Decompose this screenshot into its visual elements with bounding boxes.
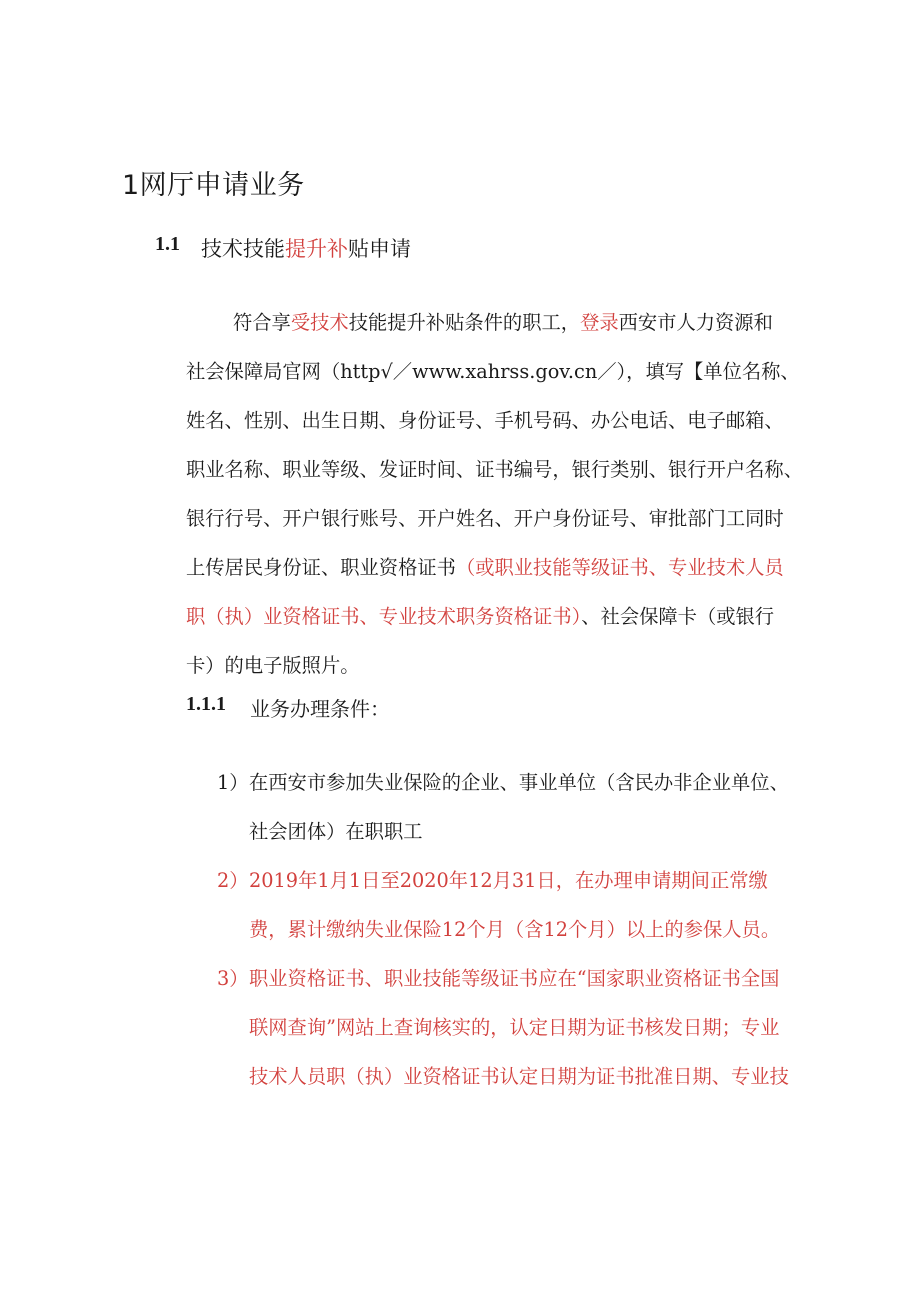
paragraph-text: 上传居民身份证、职业资格证书 <box>186 556 456 579</box>
heading-1: 1网厅申请业务 <box>122 170 305 201</box>
list-marker: 1） <box>217 771 249 794</box>
paragraph-text: 西安市人力资源和 <box>618 311 773 334</box>
condition-line: 2019年1月1日至2020年12月31日，在办理申请期间正常缴 <box>249 869 768 892</box>
paragraph-line <box>186 592 803 641</box>
section-number: 1.1 <box>155 233 180 255</box>
section-title-part-2: 提升补 <box>285 237 348 261</box>
paragraph-line: 姓名、性别、出生日期、身份证号、手机号码、办公电话、电子邮箱、 <box>186 409 784 432</box>
paragraph-line <box>186 298 803 347</box>
list-marker: 3） <box>217 967 249 990</box>
condition-item-2 <box>217 856 877 956</box>
paragraph-text-highlight: 职（执）业资格证书、专业技术职务资格证书） <box>186 605 582 628</box>
condition-line: 在西安市参加失业保险的企业、事业单位（含民办非企业单位、 <box>249 771 789 794</box>
paragraph-text-highlight: 登录 <box>580 311 619 334</box>
paragraph-text-highlight: （或职业技能等级证书、专业技术人员 <box>455 556 784 579</box>
condition-line: 费，累计缴纳失业保险12个月（含12个月）以上的参保人员。 <box>249 918 781 941</box>
subsection-title: 业务办理条件： <box>250 697 390 721</box>
condition-line: 联网查询”网站上查询核实的，认定日期为证书核发日期；专业 <box>249 1016 780 1039</box>
section-title-part-3: 贴申请 <box>348 237 411 261</box>
paragraph-text: 、社会保障卡（或银行 <box>581 605 775 628</box>
paragraph-line: 银行行号、开户银行账号、开户姓名、开户身份证号、审批部门工同时 <box>186 507 784 530</box>
subsection-number: 1.1.1 <box>186 693 226 715</box>
paragraph-text-highlight: 受技术 <box>290 311 349 334</box>
paragraph-line: 社会保障局官网（http√／www.xahrss.gov.cn／），填写【单位名称、 <box>186 360 800 383</box>
intro-paragraph <box>186 298 803 690</box>
paragraph-line <box>186 543 803 592</box>
paragraph-line: 卡）的电子版照片。 <box>186 654 360 677</box>
paragraph-line: 职业名称、职业等级、发证时间、证书编号，银行类别、银行开户名称、 <box>186 458 803 481</box>
list-marker: 2） <box>217 869 249 892</box>
condition-line: 社会团体）在职职工 <box>249 820 423 843</box>
condition-line: 职业资格证书、职业技能等级证书应在“国家职业资格证书全国 <box>249 967 780 990</box>
condition-line: 技术人员职（执）业资格证书认定日期为证书批准日期、专业技 <box>249 1065 789 1088</box>
condition-item-1 <box>217 758 857 858</box>
section-title-part-1: 技术技能 <box>201 237 285 261</box>
section-title <box>201 233 411 263</box>
paragraph-text: 符合享 <box>233 311 291 334</box>
condition-item-3 <box>217 954 857 1104</box>
paragraph-text: 技能提升补贴条件的职工， <box>348 311 581 334</box>
